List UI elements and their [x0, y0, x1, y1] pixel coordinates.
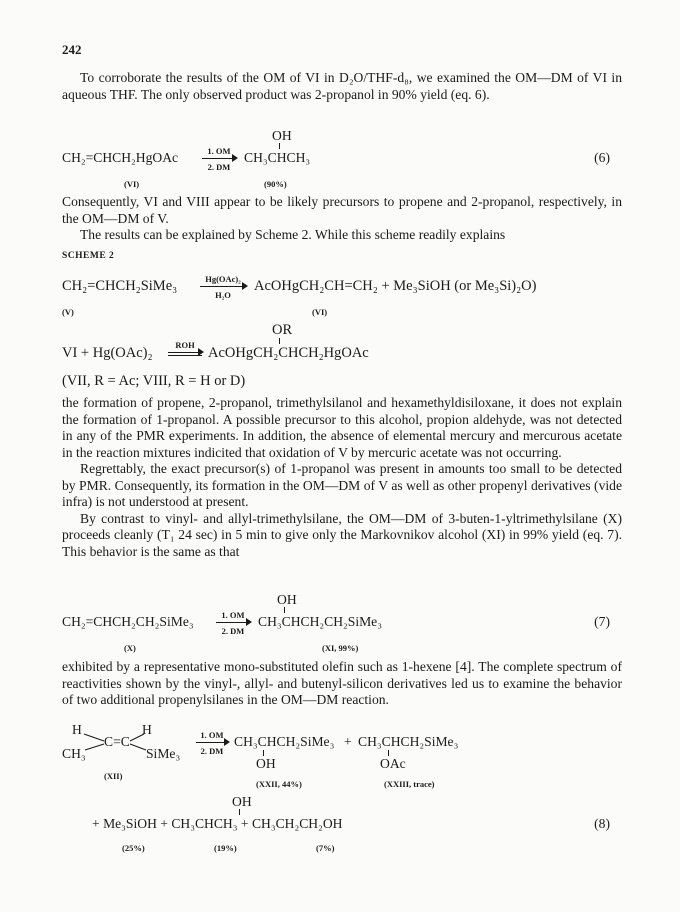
eq8-label-xxii: (XXII, 44%) [256, 779, 302, 789]
paragraph-text: Regrettably, the exact precursor(s) of 1-propanol was present in amounts too small to be detected by PMR. Consequently, its formation in the OM—DM of V as well as other propenyl derivatives (vide infra) is not understood at present. [62, 461, 622, 509]
paragraph-text: The results can be explained by Scheme 2. While this scheme readily explains [80, 227, 506, 242]
eq7-oh-substituent: OH [277, 592, 297, 607]
scheme-label-v: (V) [62, 307, 74, 317]
arrow-line [200, 286, 246, 287]
scheme-line2-note: (VII, R = Ac; VIII, R = H or D) [62, 373, 246, 389]
eq8-h-right: H [142, 722, 152, 737]
eq8-number: (8) [594, 816, 610, 831]
paragraph-text: To corroborate the results of the OM of VI in D₂O/THF-d₈, we examined the OM—DM of VI in aqueous THF. The only observed product was 2-propanol in 90% yield (eq. 6). [62, 70, 622, 102]
eq6-arrow-head [232, 154, 238, 162]
eq8-bonds [60, 720, 190, 770]
eq6-arrow-line [202, 158, 236, 159]
arrow-line [168, 352, 202, 353]
paragraph-text: Consequently, VI and VIII appear to be likely precursors to propene and 2-propanol, respectively, in the OM—DM of V. [62, 194, 622, 226]
arrow-head [242, 282, 248, 290]
eq8-sime3: SiMe₃ [146, 746, 181, 761]
paragraph-formation [62, 395, 622, 560]
paragraph-text: exhibited by a representative mono-substituted olefin such as 1-hexene [4]. The complete spectrum of reactivities shown by the vinyl-, allyl- and butenyl-silicon derivatives led us to examine the behavior of two additional propenylsilanes in the OM—DM reaction. [62, 659, 622, 707]
eq7-arrow-under: 2. DM [221, 626, 245, 636]
paragraph-text: the formation of propene, 2-propanol, trimethylsilanol and hexamethyldisiloxane, it does not explain the formation of 1-propanol. A possible precursor to this alcohol, propion aldehyde, was not detected in any of the PMR experiments. In addition, the absence of elemental mercury and mercurous acetate in the reaction mixtures indicited that oxidation of V by mercuric acetate was not occurring. [62, 395, 622, 460]
eq6-label-product: (90%) [264, 179, 287, 189]
scheme-line2-product: AcOHgCH₂CHCH₂HgOAc [208, 345, 369, 361]
arrow-head [224, 738, 230, 746]
page-number: 242 [62, 42, 82, 57]
eq8-label-7: (7%) [316, 843, 335, 853]
eq7-label-product: (XI, 99%) [322, 643, 359, 653]
eq8-product1-oh: OH [256, 756, 276, 771]
scheme-heading: SCHEME 2 [62, 251, 115, 261]
eq7-bond [284, 607, 285, 613]
scheme-or-substituent: OR [272, 322, 293, 338]
eq8-label-25: (25%) [122, 843, 145, 853]
eq8-line2: + Me₃SiOH + CH₃CHCH₃ + CH₃CH₂CH₂OH [92, 816, 343, 831]
paragraph-intro [62, 70, 622, 103]
eq8-cc: C=C [104, 734, 130, 749]
eq8-label-xxiii: (XXIII, trace) [384, 779, 435, 789]
eq7-arrow-over: 1. OM [221, 610, 245, 620]
scheme-label-vi: (VI) [312, 307, 328, 317]
eq8-arrow-under: 2. DM [200, 746, 224, 756]
eq8-arrow-over: 1. OM [200, 730, 224, 740]
eq7-number: (7) [594, 614, 610, 629]
eq6-label-reactant: (VI) [124, 179, 140, 189]
scheme-bond [279, 338, 280, 344]
scheme-line1-arrow-over: Hg(OAc)₂ [205, 274, 241, 284]
eq6-arrow-under: 2. DM [207, 162, 231, 172]
scheme-line1-arrow-under: H₂O [215, 290, 231, 300]
eq8-line2-bond [239, 809, 240, 815]
eq6-bond [279, 143, 280, 149]
eq7-product: CH₃CHCH₂CH₂SiMe₃ [258, 614, 382, 629]
scheme-line1-product: AcOHgCH₂CH=CH₂ + Me₃SiOH (or Me₃Si)₂O) [254, 278, 537, 294]
equilibrium-line [168, 355, 202, 356]
arrow-head [246, 618, 252, 626]
paragraph-text: By contrast to vinyl- and allyl-trimethylsilane, the OM—DM of 3-buten-1-yltrimethylsilane (X) proceeds cleanly (T₁ 24 sec) in 5 min to give only the Markovnikov alcohol (XI) in 99% yield (eq. 7). This behavior is the same as that [62, 510, 622, 559]
eq7-label-reactant: (X) [124, 643, 136, 653]
eq8-label-19: (19%) [214, 843, 237, 853]
eq7-reactant: CH₂=CHCH₂CH₂SiMe₃ [62, 614, 194, 629]
eq6-oh-substituent: OH [272, 128, 292, 143]
arrow-line [216, 622, 250, 623]
scheme-line2-reactant: VI + Hg(OAc)₂ [62, 345, 153, 361]
eq6-arrow-over: 1. OM [207, 146, 231, 156]
eq8-line2-oh: OH [232, 794, 252, 809]
eq8-product2-oac: OAc [380, 756, 406, 771]
eq8-ch3: CH₃ [62, 746, 86, 761]
eq8-h-left: H [72, 722, 82, 737]
eq8-plus: + [344, 734, 352, 749]
eq8-product2: CH₃CHCH₂SiMe₃ [358, 734, 459, 749]
eq8-label-xii: (XII) [104, 771, 123, 781]
eq6-number: (6) [594, 150, 610, 165]
eq8-product1: CH₃CHCH₂SiMe₃ [234, 734, 335, 749]
scheme-line2-arrow-over: ROH [175, 340, 195, 350]
eq6-product: CH₃CHCH₃ [244, 150, 311, 165]
scheme-line1-reactant: CH₂=CHCH₂SiMe₃ [62, 278, 178, 294]
eq6-reactant: CH₂=CHCH₂HgOAc [62, 150, 179, 165]
paragraph-exhibited [62, 659, 622, 709]
paragraph-consequently [62, 194, 622, 244]
